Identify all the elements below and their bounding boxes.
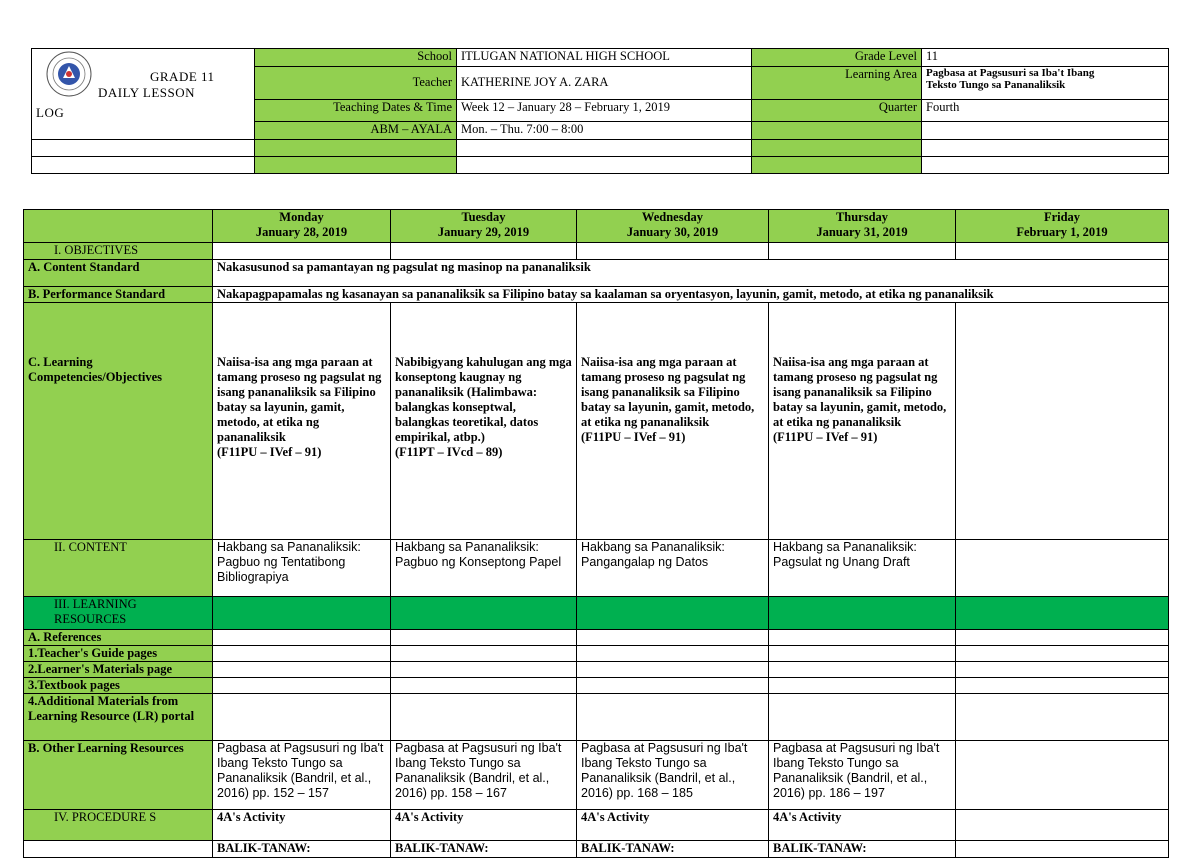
procedures-heading: IV. PROCEDURE S: [24, 810, 213, 841]
activity-tuesday: 4A's Activity: [391, 810, 577, 841]
grade-level-value: 11: [922, 49, 1169, 67]
school-value: ITLUGAN NATIONAL HIGH SCHOOL: [457, 49, 752, 67]
empty-cell: [391, 243, 577, 260]
empty-cell: [956, 243, 1169, 260]
learning-area-line1: Pagbasa at Pagsusuri sa Iba't Ibang: [926, 66, 1095, 79]
competencies-label: C. Learning Competencies/Objectives: [24, 303, 213, 540]
activity-friday: [956, 810, 1169, 841]
empty-cell: [769, 243, 956, 260]
header-empty-green: [752, 140, 922, 157]
balik-tanaw-tuesday: BALIK-TANAW:: [391, 841, 577, 858]
other-resource-tuesday: Pagbasa at Pagsusuri ng Iba't Ibang Teksto Tungo sa Pananaliksik (Bandril, et al., 2016) pp. 158 – 167: [391, 741, 577, 810]
header-empty-green: [255, 157, 457, 174]
balik-tanaw-thursday: BALIK-TANAW:: [769, 841, 956, 858]
empty-cell: [577, 694, 769, 741]
day-header-wednesday: Wednesday January 30, 2019: [577, 210, 769, 243]
additional-materials-label: 4.Additional Materials from Learning Resource (LR) portal: [24, 694, 213, 741]
header-empty-cell: [922, 122, 1169, 140]
performance-standard-value: Nakapagpapamalas ng kasanayan sa pananaliksik sa Filipino batay sa kaalaman sa oryentasyon, layunin, gamit, metodo, at etika ng pananaliksik: [213, 287, 1169, 303]
empty-cell: [391, 646, 577, 662]
competency-friday: [956, 303, 1169, 540]
content-tuesday: Hakbang sa Pananaliksik: Pagbuo ng Konseptong Papel: [391, 540, 577, 597]
empty-cell: [956, 694, 1169, 741]
empty-cell: [769, 646, 956, 662]
empty-cell: [577, 662, 769, 678]
grade-subtitle: DAILY LESSON: [98, 85, 196, 100]
performance-standard-label: B. Performance Standard: [24, 287, 213, 303]
balik-tanaw-monday: BALIK-TANAW:: [213, 841, 391, 858]
content-standard-value: Nakasusunod sa pamantayan ng pagsulat ng masinop na pananaliksik: [213, 260, 1169, 287]
header-empty-cell: [457, 140, 752, 157]
teachers-guide-label: 1.Teacher's Guide pages: [24, 646, 213, 662]
school-label: School: [255, 49, 457, 67]
grade-title: GRADE 11: [150, 69, 215, 84]
header-table: [31, 48, 1169, 174]
empty-green-cell: [956, 597, 1169, 630]
empty-green-cell: [769, 597, 956, 630]
deped-seal-icon: [46, 51, 92, 97]
header-empty-cell: [32, 140, 255, 157]
textbook-pages-label: 3.Textbook pages: [24, 678, 213, 694]
grade-log-cell: [32, 49, 255, 140]
content-wednesday: Hakbang sa Pananaliksik: Pangangalap ng Datos: [577, 540, 769, 597]
empty-cell: [391, 662, 577, 678]
activity-thursday: 4A's Activity: [769, 810, 956, 841]
learning-area-value: [922, 66, 1169, 99]
empty-green-cell: [577, 597, 769, 630]
other-resource-wednesday: Pagbasa at Pagsusuri ng Iba't Ibang Teksto Tungo sa Pananaliksik (Bandril, et al., 2016) pp. 168 – 185: [577, 741, 769, 810]
other-resource-monday: Pagbasa at Pagsusuri ng Iba't Ibang Teksto Tungo sa Pananaliksik (Bandril, et al., 2016) pp. 152 – 157: [213, 741, 391, 810]
empty-cell: [577, 678, 769, 694]
other-resource-thursday: Pagbasa at Pagsusuri ng Iba't Ibang Teksto Tungo sa Pananaliksik (Bandril, et al., 2016) pp. 186 – 197: [769, 741, 956, 810]
empty-cell: [24, 841, 213, 858]
activity-monday: 4A's Activity: [213, 810, 391, 841]
teaching-dates-value: Week 12 – January 28 – February 1, 2019: [457, 99, 752, 121]
empty-cell: [769, 630, 956, 646]
day-header-friday: Friday February 1, 2019: [956, 210, 1169, 243]
competency-monday: Naiisa-isa ang mga paraan at tamang proseso ng pagsulat ng isang pananaliksik sa Filipino batay sa layunin, gamit, metodo, at etika ng pananaliksik (F11PU – IVef – 91): [213, 303, 391, 540]
content-monday: Hakbang sa Pananaliksik: Pagbuo ng Tentatibong Bibliograpiya: [213, 540, 391, 597]
teaching-dates-label: Teaching Dates & Time: [255, 99, 457, 121]
empty-cell: [213, 243, 391, 260]
other-resources-label: B. Other Learning Resources: [24, 741, 213, 810]
header-empty-green: [752, 122, 922, 140]
content-thursday: Hakbang sa Pananaliksik: Pagsulat ng Unang Draft: [769, 540, 956, 597]
empty-cell: [213, 678, 391, 694]
learning-area-label: Learning Area: [752, 66, 922, 99]
competency-thursday: Naiisa-isa ang mga paraan at tamang proseso ng pagsulat ng isang pananaliksik sa Filipino batay sa layunin, gamit, metodo, at etika ng pananaliksik (F11PU – IVef – 91): [769, 303, 956, 540]
empty-cell: [213, 694, 391, 741]
empty-cell: [577, 646, 769, 662]
empty-cell: [391, 694, 577, 741]
other-resource-friday: [956, 741, 1169, 810]
teacher-label: Teacher: [255, 66, 457, 99]
learners-materials-label: 2.Learner's Materials page: [24, 662, 213, 678]
empty-cell: [213, 646, 391, 662]
corner-cell: [24, 210, 213, 243]
content-friday: [956, 540, 1169, 597]
day-header-monday: Monday January 28, 2019: [213, 210, 391, 243]
empty-cell: [213, 630, 391, 646]
empty-cell: [391, 630, 577, 646]
empty-cell: [956, 662, 1169, 678]
objectives-heading: I. OBJECTIVES: [24, 243, 213, 260]
header-empty-cell: [922, 140, 1169, 157]
empty-cell: [391, 678, 577, 694]
empty-cell: [956, 630, 1169, 646]
empty-cell: [577, 243, 769, 260]
grade-level-label: Grade Level: [752, 49, 922, 67]
day-header-tuesday: Tuesday January 29, 2019: [391, 210, 577, 243]
competency-tuesday: Nabibigyang kahulugan ang mga konseptong kaugnay ng pananaliksik (Halimbawa: balangkas konseptwal, balangkas teoretikal, datos empirikal, atbp.) (F11PT – IVcd – 89): [391, 303, 577, 540]
balik-tanaw-friday: [956, 841, 1169, 858]
header-empty-cell: [922, 157, 1169, 174]
empty-cell: [213, 662, 391, 678]
empty-cell: [956, 646, 1169, 662]
header-empty-cell: [457, 157, 752, 174]
empty-cell: [769, 694, 956, 741]
references-label: A. References: [24, 630, 213, 646]
empty-cell: [956, 678, 1169, 694]
section-label: ABM – AYALA: [255, 122, 457, 140]
quarter-label: Quarter: [752, 99, 922, 121]
learning-area-line2: Teksto Tungo sa Pananaliksik: [926, 78, 1066, 91]
content-standard-label: A. Content Standard: [24, 260, 213, 287]
empty-green-cell: [391, 597, 577, 630]
quarter-value: Fourth: [922, 99, 1169, 121]
empty-cell: [769, 678, 956, 694]
header-empty-green: [752, 157, 922, 174]
header-empty-cell: [32, 157, 255, 174]
learning-resources-heading: III. LEARNING RESOURCES: [24, 597, 213, 630]
empty-cell: [577, 630, 769, 646]
day-header-thursday: Thursday January 31, 2019: [769, 210, 956, 243]
balik-tanaw-wednesday: BALIK-TANAW:: [577, 841, 769, 858]
empty-green-cell: [213, 597, 391, 630]
section-value: Mon. – Thu. 7:00 – 8:00: [457, 122, 752, 140]
content-heading: II. CONTENT: [24, 540, 213, 597]
grade-log-label: LOG: [36, 105, 65, 120]
activity-wednesday: 4A's Activity: [577, 810, 769, 841]
header-empty-green: [255, 140, 457, 157]
lesson-log-table: [23, 209, 1169, 858]
teacher-value: KATHERINE JOY A. ZARA: [457, 66, 752, 99]
competency-wednesday: Naiisa-isa ang mga paraan at tamang proseso ng pagsulat ng isang pananaliksik sa Filipino batay sa layunin, gamit, metodo, at etika ng pananaliksik (F11PU – IVef – 91): [577, 303, 769, 540]
empty-cell: [769, 662, 956, 678]
